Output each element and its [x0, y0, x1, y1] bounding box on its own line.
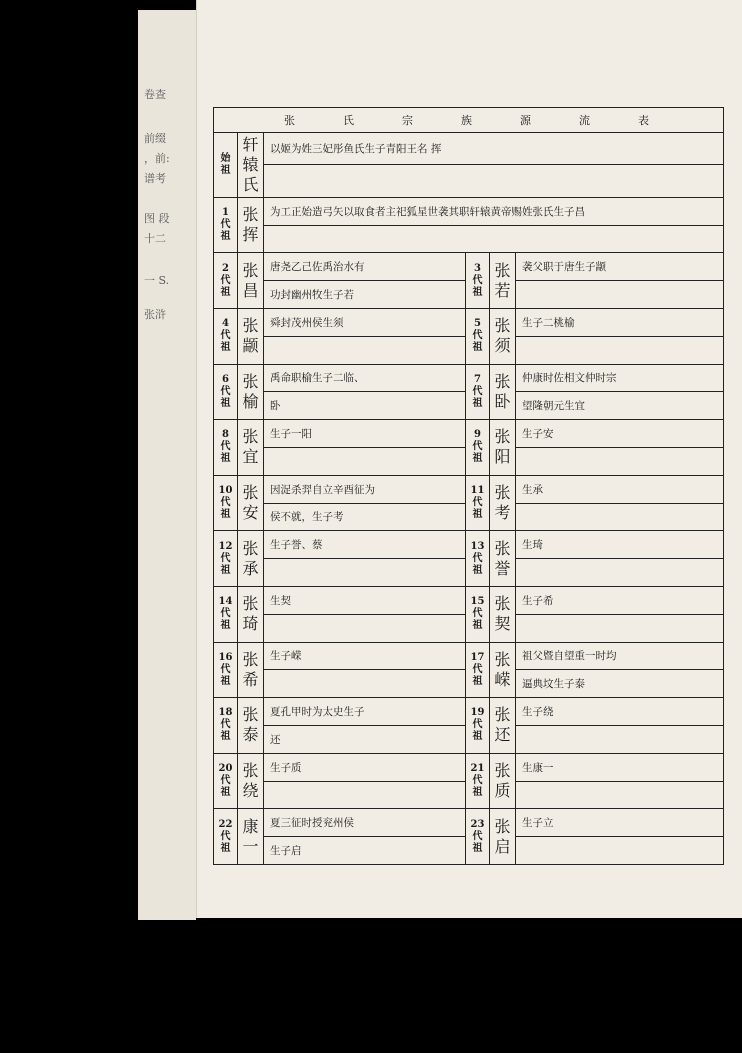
ancestor-note: 为工正始造弓矢以取食者主祀狐星世袭其职轩辕黄帝赐姓张氏生子昌	[264, 197, 724, 225]
ancestor-name: 张 须	[490, 308, 516, 364]
ancestor-name: 张 泰	[238, 698, 264, 754]
ancestor-note	[264, 165, 724, 198]
ancestor-note	[516, 559, 724, 587]
table-row	[214, 698, 724, 726]
ancestor-note	[516, 837, 724, 865]
ancestor-note: 生子嵘	[264, 642, 466, 670]
ancestor-note: 生子绕	[516, 698, 724, 726]
genealogy-table-body	[214, 108, 724, 865]
margin-mark: 一 S.	[144, 274, 170, 287]
ancestor-note: 因浞杀羿自立辛酉征为	[264, 475, 466, 503]
ancestor-note	[516, 447, 724, 475]
ancestor-note: 望隆朝元生宜	[516, 392, 724, 420]
table-row	[214, 475, 724, 503]
ancestor-note: 舜封茂州侯生须	[264, 308, 466, 336]
ancestor-name: 张 承	[238, 531, 264, 587]
generation-label: 5 代 祖	[466, 308, 490, 364]
generation-label: 4 代 祖	[214, 308, 238, 364]
ancestor-note	[264, 225, 724, 253]
ancestor-name: 张 绕	[238, 753, 264, 809]
table-row	[214, 253, 724, 281]
generation-label: 10 代 祖	[214, 475, 238, 531]
ancestor-note	[264, 447, 466, 475]
margin-mark: 卷查	[144, 88, 166, 101]
ancestor-note: 生子一阳	[264, 420, 466, 448]
ancestor-name: 张 嵘	[490, 642, 516, 698]
table-title: 张 氏 宗 族 源 流 表	[214, 108, 724, 133]
ancestor-note: 生子二桃榆	[516, 308, 724, 336]
ancestor-note	[264, 781, 466, 809]
margin-mark: 图 段	[144, 212, 170, 225]
ancestor-note: 卧	[264, 392, 466, 420]
generation-label: 1 代 祖	[214, 197, 238, 253]
ancestor-note: 生承	[516, 475, 724, 503]
generation-label: 2 代 祖	[214, 253, 238, 309]
ancestor-note: 生子安	[516, 420, 724, 448]
margin-mark: 十二	[144, 232, 166, 245]
ancestor-name: 张 阳	[490, 420, 516, 476]
generation-label: 21 代 祖	[466, 753, 490, 809]
ancestor-note: 生子立	[516, 809, 724, 837]
table-row	[214, 586, 724, 614]
ancestor-name: 张 琦	[238, 586, 264, 642]
ancestor-note: 夏三征时授兖州侯	[264, 809, 466, 837]
ancestor-name: 张 考	[490, 475, 516, 531]
ancestor-note: 侯不就，生子考	[264, 503, 466, 531]
generation-label: 23 代 祖	[466, 809, 490, 865]
ancestor-name: 张 誉	[490, 531, 516, 587]
margin-mark: ，前:	[144, 152, 170, 165]
ancestor-note	[516, 281, 724, 309]
ancestor-note	[264, 559, 466, 587]
ancestor-name: 康 一	[238, 809, 264, 865]
table-row	[214, 809, 724, 837]
ancestor-name: 张 颛	[238, 308, 264, 364]
generation-label: 12 代 祖	[214, 531, 238, 587]
ancestor-note: 生康一	[516, 753, 724, 781]
generation-label: 11 代 祖	[466, 475, 490, 531]
generation-label: 8 代 祖	[214, 420, 238, 476]
generation-label: 14 代 祖	[214, 586, 238, 642]
ancestor-name: 张 安	[238, 475, 264, 531]
ancestor-note: 夏孔甲时为太史生子	[264, 698, 466, 726]
ancestor-name: 张 质	[490, 753, 516, 809]
ancestor-name: 张 若	[490, 253, 516, 309]
ancestor-name: 张 挥	[238, 197, 264, 253]
ancestor-note: 功封幽州牧生子若	[264, 281, 466, 309]
generation-label: 13 代 祖	[466, 531, 490, 587]
generation-label: 7 代 祖	[466, 364, 490, 420]
ancestor-note: 生琦	[516, 531, 724, 559]
ancestor-note: 生子启	[264, 837, 466, 865]
generation-label: 18 代 祖	[214, 698, 238, 754]
ancestor-note: 生子希	[516, 586, 724, 614]
document-page	[196, 0, 742, 918]
ancestor-name: 张 榆	[238, 364, 264, 420]
generation-label: 15 代 祖	[466, 586, 490, 642]
ancestor-note: 生子誉、蔡	[264, 531, 466, 559]
ancestor-note	[516, 503, 724, 531]
margin-mark: 前缀	[144, 132, 166, 145]
ancestor-name: 张 希	[238, 642, 264, 698]
margin-mark: 谱考	[144, 172, 166, 185]
generation-label: 3 代 祖	[466, 253, 490, 309]
ancestor-name: 轩 辕 氏	[238, 132, 264, 197]
ancestor-note	[516, 781, 724, 809]
ancestor-name: 张 卧	[490, 364, 516, 420]
ancestor-note: 还	[264, 725, 466, 753]
ancestor-name: 张 还	[490, 698, 516, 754]
generation-label: 16 代 祖	[214, 642, 238, 698]
ancestor-note: 禹命职榆生子二临、	[264, 364, 466, 392]
ancestor-note	[264, 614, 466, 642]
generation-label: 17 代 祖	[466, 642, 490, 698]
ancestor-note: 唐尧乙己佐禹治水有	[264, 253, 466, 281]
ancestor-note: 以姬为姓三妃彤鱼氏生子青阳王名 挥	[264, 132, 724, 165]
ancestor-note: 生子质	[264, 753, 466, 781]
table-row	[214, 364, 724, 392]
margin-mark: 张浒	[144, 308, 166, 321]
ancestor-note: 生契	[264, 586, 466, 614]
left-binding-strip	[138, 10, 196, 920]
ancestor-note	[264, 336, 466, 364]
ancestor-note: 袭父职于唐生子颛	[516, 253, 724, 281]
ancestor-name: 张 宜	[238, 420, 264, 476]
ancestor-note	[516, 725, 724, 753]
generation-label: 19 代 祖	[466, 698, 490, 754]
ancestor-name: 张 启	[490, 809, 516, 865]
generation-label: 始 祖	[214, 132, 238, 197]
table-row	[214, 420, 724, 448]
generation-label: 20 代 祖	[214, 753, 238, 809]
genealogy-table	[213, 107, 724, 865]
ancestor-note: 祖父暨自望重一时均	[516, 642, 724, 670]
generation-label: 6 代 祖	[214, 364, 238, 420]
ancestor-note	[516, 336, 724, 364]
ancestor-note: 仲康时佐相文仲时宗	[516, 364, 724, 392]
generation-label: 22 代 祖	[214, 809, 238, 865]
ancestor-note	[264, 670, 466, 698]
table-row	[214, 642, 724, 670]
table-row	[214, 308, 724, 336]
ancestor-note	[516, 614, 724, 642]
ancestor-note: 逼典坟生子泰	[516, 670, 724, 698]
table-row	[214, 531, 724, 559]
ancestor-name: 张 昌	[238, 253, 264, 309]
table-row	[214, 753, 724, 781]
generation-label: 9 代 祖	[466, 420, 490, 476]
ancestor-name: 张 契	[490, 586, 516, 642]
